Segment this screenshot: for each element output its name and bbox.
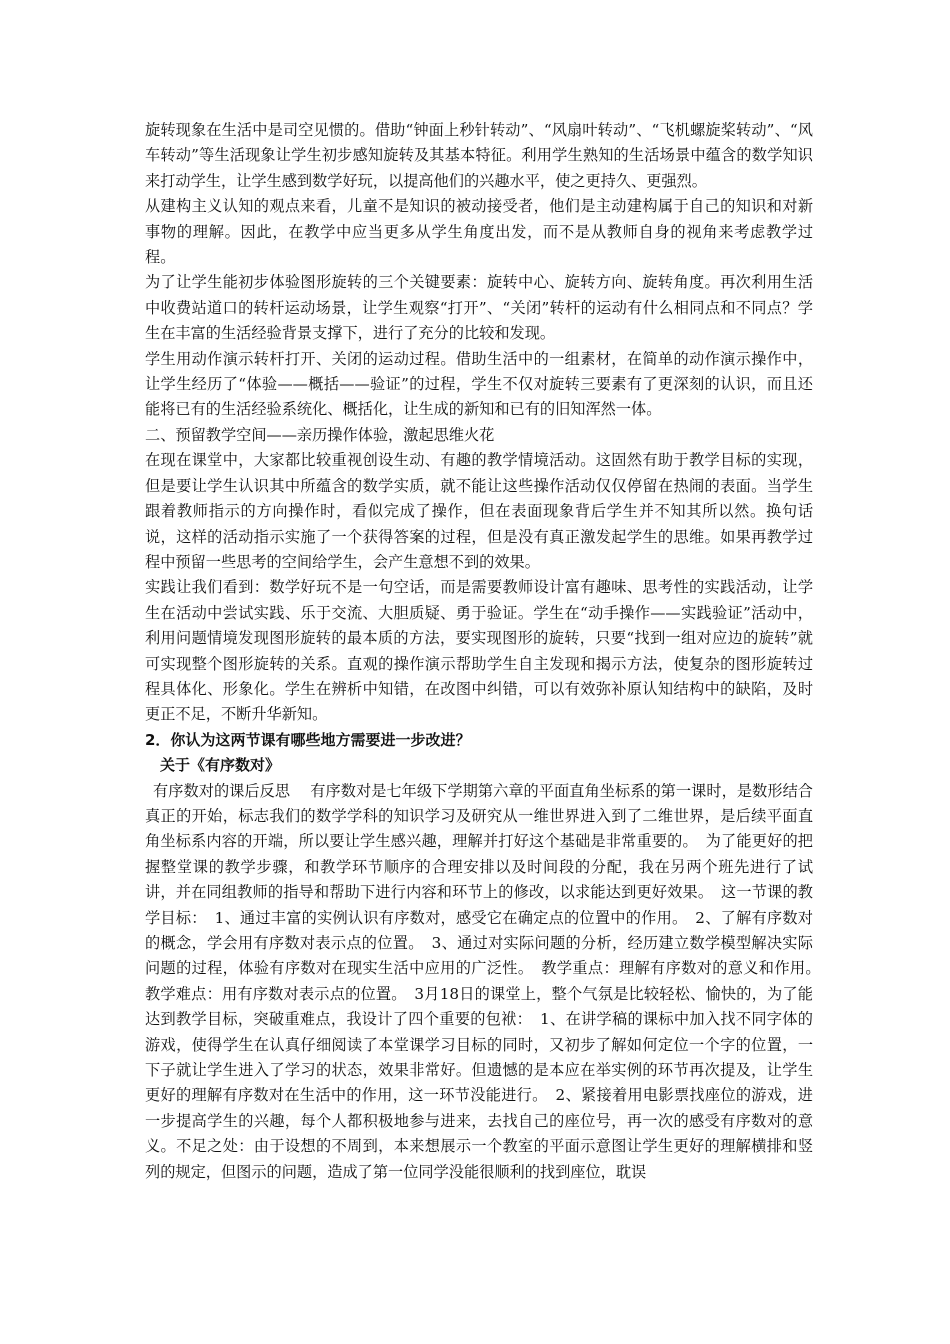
document-page xyxy=(145,118,829,1185)
sub-heading-ordered-pairs: 关于《有序数对》 xyxy=(160,756,281,775)
section-title-teaching-space: 二、预留教学空间——亲历操作体验，激起思维火花 xyxy=(145,425,495,444)
question-heading: 2．你认为这两节课有哪些地方需要进一步改进？ xyxy=(145,730,471,749)
paragraph-rotation-phenomena: 旋转现象在生活中是司空见惯的。借助“钟面上秒针转动”、“风扇叶转动”、“飞机螺旋桨转动”、“风车转动”等生活现象让学生初步感知旋转及其基本特征。利用学生熟知的生活场景中蕴含的数学知识来打动学生，让学生感到数学好玩，以提高他们的兴趣水平，使之更持久、更强烈。 xyxy=(145,121,813,190)
paragraph-ordered-pairs-reflection: 有序数对的课后反思 有序数对是七年级下学期第六章的平面直角坐标系的第一课时，是数形结合真正的开始，标志我们的数学学科的知识学习及研究从一维世界进入到了二维世界，是后续平面直角坐标系内容的开端，所以要让学生感兴趣，理解并打好这个基础是非常重要的。 为了能更好的把握整堂课的教学步骤，和教学环节顺序的合理安排以及时间段的分配，我在另两个班先进行了试讲，并在同组教师的指导和帮助下进行内容和环节上的修改，以求能达到更好效果。 这一节课的教学目标： 1、通过丰富的实例认识有序数对，感受它在确定点的位置中的作用。 2、了解有序数对的概念，学会用有序数对表示点的位置。 3、通过对实际问题的分析，经历建立数学模型解决实际问题的过程，体验有序数对在现实生活中应用的广泛性。 教学重点：理解有序数对的意义和作用。 教学难点：用有序数对表示点的位置。 3月18日的课堂上，整个气氛是比较轻松、愉快的，为了能达到教学目标，突破重难点，我设计了四个重要的包袱： 1、在讲学稿的课标中加入找不同字体的游戏，使得学生在认真仔细阅读了本堂课学习目标的同时，又初步了解如何定位一个字的位置，一下子就让学生进入了学习的状态，效果非常好。但遗憾的是本应在举实例的环节再次提及，让学生更好的理解有序数对在生活中的作用，这一环节没能进行。 2、紧接着用电影票找座位的游戏，进一步提高学生的兴趣，每个人都积极地参与进来，去找自己的座位号，再一次的感受有序数对的意义。不足之处：由于设想的不周到，本来想展示一个教室的平面示意图让学生更好的理解横排和竖列的规定，但图示的问题，造成了第一位同学没能很顺利的找到座位，耽误 xyxy=(145,781,829,1181)
paragraph-practice: 实践让我们看到：数学好玩不是一句空话，而是需要教师设计富有趣味、思考性的实践活动，让学生在活动中尝试实践、乐于交流、大胆质疑、勇于验证。学生在“动手操作——实践验证”活动中，利用问题情境发现图形旋转的最本质的方法，要实现图形的旋转，只要“找到一组对应边的旋转”就可实现整个图形旋转的关系。直观的操作演示帮助学生自主发现和揭示方法，使复杂的图形旋转过程具体化、形象化。学生在辨析中知错，在改图中纠错，可以有效弥补原认知结构中的缺陷，及时更正不足，不断升华新知。 xyxy=(145,578,813,724)
paragraph-key-elements: 为了让学生能初步体验图形旋转的三个关键要素：旋转中心、旋转方向、旋转角度。再次利用生活中收费站道口的转杆运动场景，让学生观察“打开”、“关闭”转杆的运动有什么相同点和不同点？学生在丰富的生活经验背景支撑下，进行了充分的比较和发现。 xyxy=(145,273,813,343)
paragraph-constructivism: 从建构主义认知的观点来看，儿童不是知识的被动接受者，他们是主动建构属于自己的知识和对新事物的理解。因此，在教学中应当更多从学生角度出发，而不是从教师自身的视角来考虑教学过程。 xyxy=(145,197,813,267)
paragraph-classroom-activities: 在现在课堂中，大家都比较重视创设生动、有趣的教学情境活动。这固然有助于教学目标的实现，但是要让学生认识其中所蕴含的数学实质，就不能让这些操作活动仅仅停留在热闹的表面。当学生跟着教师指示的方向操作时，看似完成了操作，但在表面现象背后学生并不知其所以然。换句话说，这样的活动指示实施了一个获得答案的过程，但是没有真正激发起学生的思维。如果再教学过程中预留一些思考的空间给学生，会产生意想不到的效果。 xyxy=(145,451,813,571)
paragraph-action-demo: 学生用动作演示转杆打开、关闭的运动过程。借助生活中的一组素材，在简单的动作演示操作中，让学生经历了“体验——概括——验证”的过程，学生不仅对旋转三要素有了更深刻的认识，而且还能将已有的生活经验系统化、概括化，让生成的新知和已有的旧知浑然一体。 xyxy=(145,349,813,419)
